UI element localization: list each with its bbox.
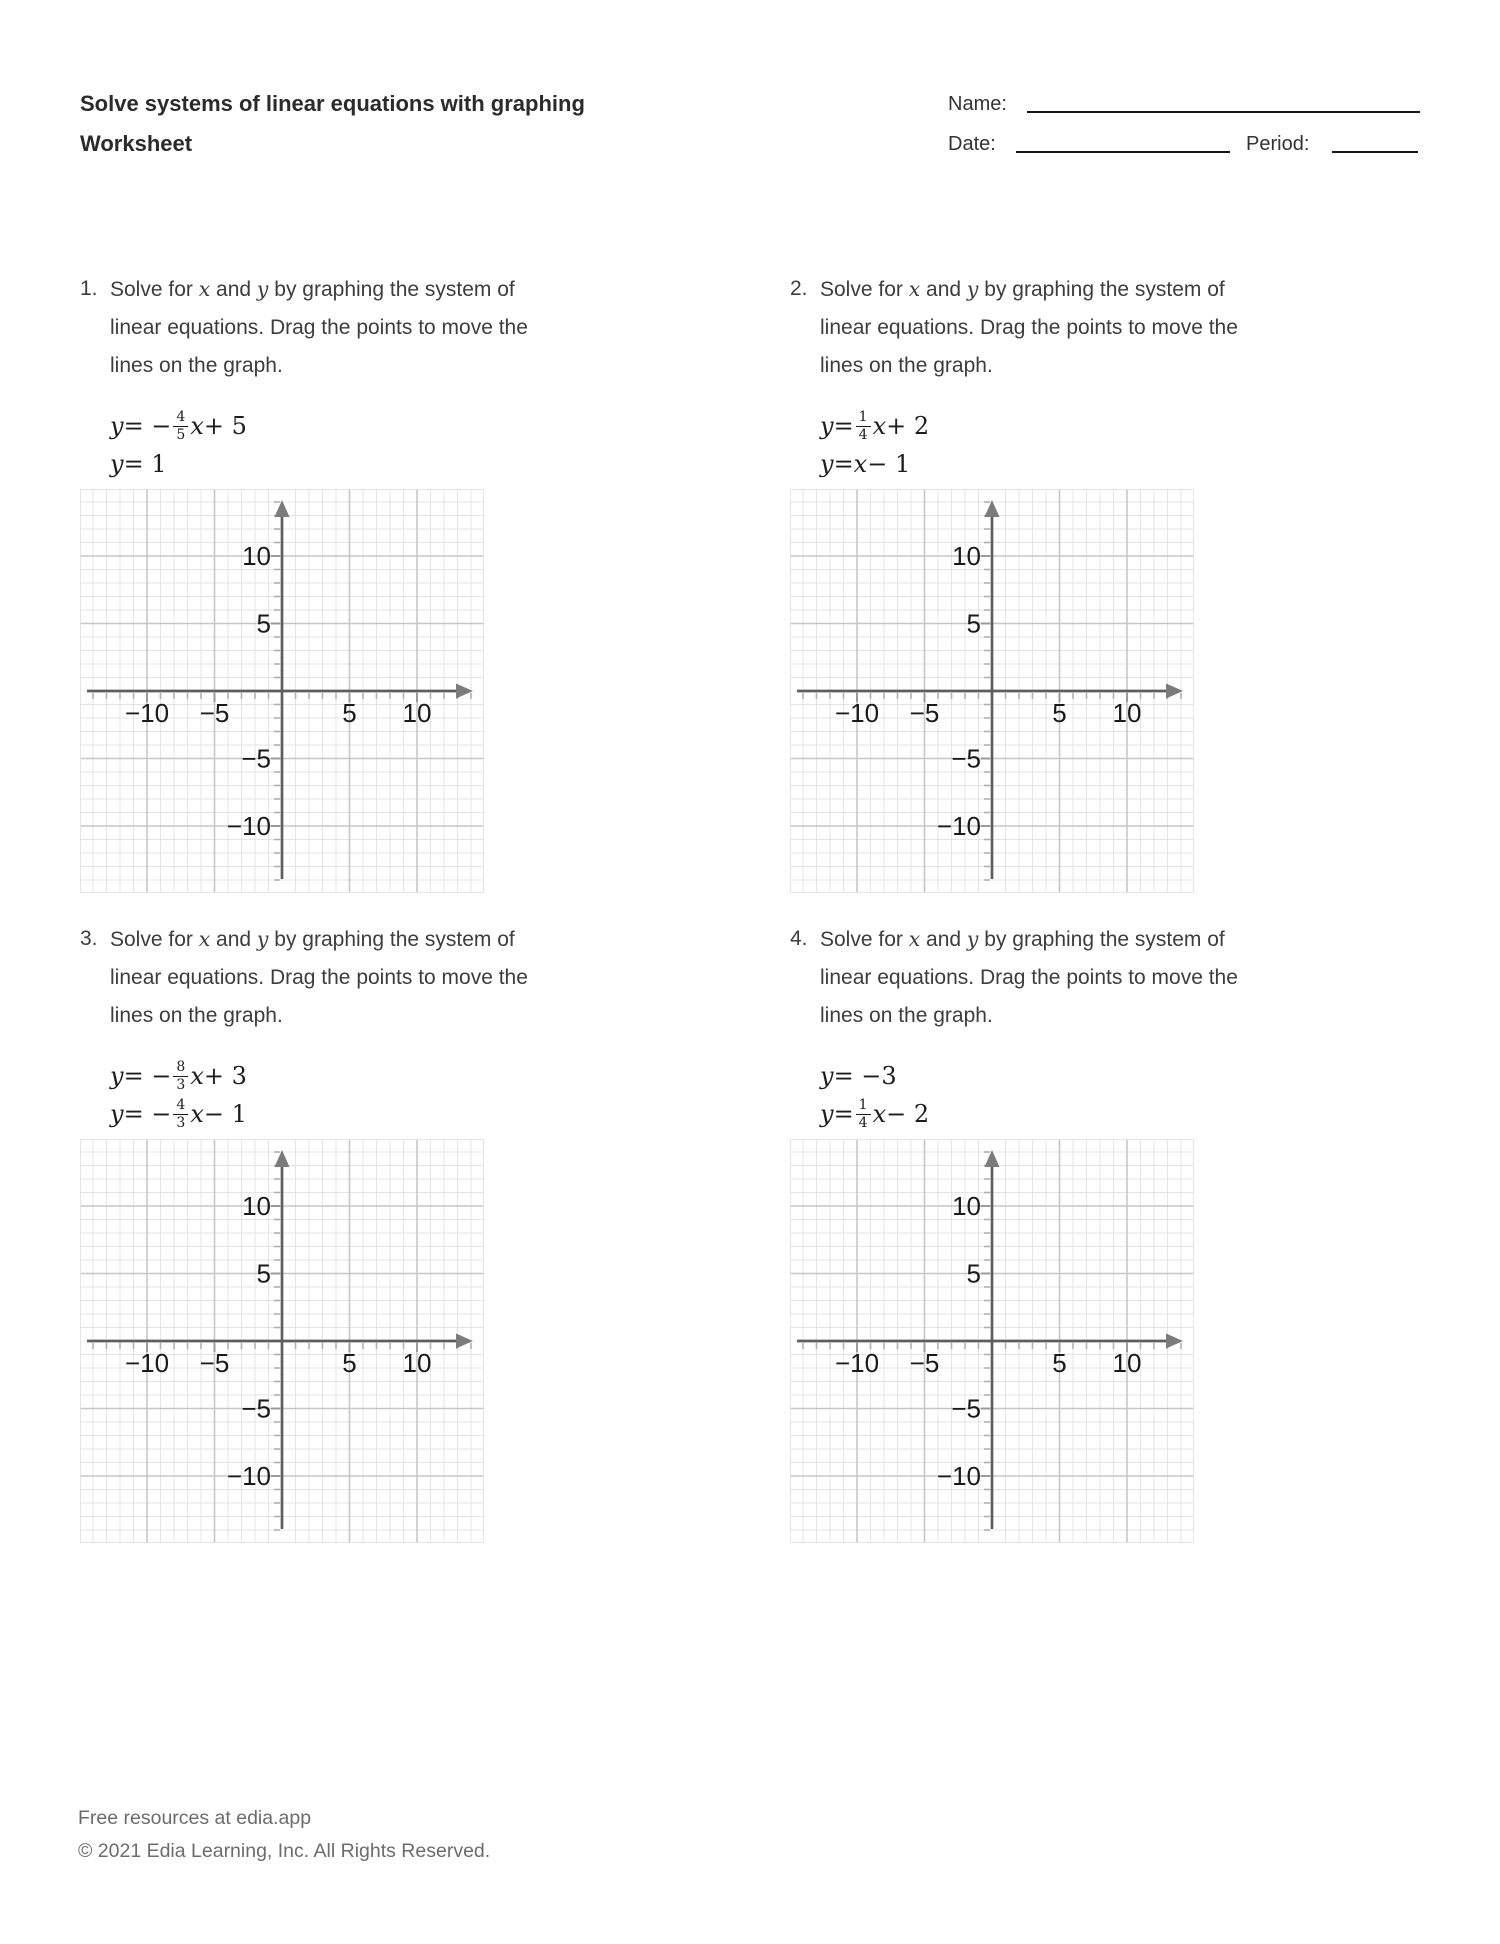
graph-problem-2[interactable] [790,489,1194,893]
worksheet-title-line2: Worksheet [80,131,193,156]
problem-2 [790,270,1335,893]
equation-1: y = − $\frac{4}{5}$ x + 5 [110,408,247,443]
svg-text:5: 5 [1052,1348,1067,1378]
svg-text:−5: −5 [909,698,940,728]
footer-line2: © 2021 Edia Learning, Inc. All Rights Reserved. [78,1840,491,1862]
problem-number: 4. [790,927,808,950]
date-label: Date: [948,133,996,155]
statement-line: linear equations. Drag the points to move the [110,966,528,989]
svg-text:10: 10 [402,1348,432,1378]
date-line [1016,151,1230,153]
graph-problem-3[interactable] [80,1139,484,1543]
problem-statement [80,920,620,1035]
svg-text:10: 10 [242,1191,271,1221]
statement-line: linear equations. Drag the points to move the [820,966,1238,989]
problem-number: 2. [790,277,808,300]
statement-line: linear equations. Drag the points to move the [110,316,528,339]
statement-line: lines on the graph. [110,1004,283,1027]
coordinate-grid[interactable] [790,1139,1194,1543]
svg-text:−10: −10 [834,1348,880,1378]
svg-text:5: 5 [256,608,271,639]
equation-1: y = $\frac{1}{4}$ x + 2 [820,408,930,443]
period-line [1332,151,1418,153]
svg-text:−5: −5 [909,1348,940,1378]
problem-statement [790,920,1330,1035]
equation-system [110,1057,625,1133]
svg-text:−5: −5 [241,743,271,774]
svg-text:5: 5 [1052,698,1067,728]
svg-text:10: 10 [242,541,271,571]
svg-text:−10: −10 [834,698,880,728]
footer-line1: Free resources at edia.app [78,1807,312,1829]
coordinate-grid[interactable] [80,489,484,893]
statement-line: Solve for x and y by graphing the system of [110,927,515,951]
equation-2: y = x − 1 [820,450,911,478]
svg-text:10: 10 [1112,1348,1142,1378]
page-footer [78,1802,490,1868]
svg-text:10: 10 [952,1191,981,1221]
problem-statement [790,270,1330,385]
svg-text:−5: −5 [199,1348,230,1378]
problem-1 [80,270,625,893]
problem-3 [80,920,625,1543]
svg-text:−5: −5 [241,1393,271,1424]
statement-line: lines on the graph. [110,354,283,377]
graph-problem-4[interactable] [790,1139,1194,1543]
equation-1: y = −3 [820,1062,897,1090]
equation-system [820,1057,1335,1133]
svg-text:5: 5 [966,1258,981,1289]
svg-text:5: 5 [342,1348,357,1378]
coordinate-grid[interactable] [790,489,1194,893]
equation-system [110,407,625,483]
statement-line: Solve for x and y by graphing the system of [820,927,1225,951]
svg-text:−10: −10 [124,1348,170,1378]
problem-number: 1. [80,277,98,300]
svg-text:−10: −10 [124,698,170,728]
problem-4 [790,920,1335,1543]
svg-text:−5: −5 [951,743,981,774]
svg-text:−5: −5 [199,698,230,728]
svg-text:−10: −10 [226,811,271,841]
equation-1: y = − $\frac{8}{3}$ x + 3 [110,1058,247,1093]
graph-problem-1[interactable] [80,489,484,893]
period-label: Period: [1246,133,1310,155]
svg-text:5: 5 [342,698,357,728]
svg-text:−10: −10 [936,1461,981,1491]
svg-text:5: 5 [256,1258,271,1289]
worksheet-title-line1: Solve systems of linear equations with graphing [80,91,585,116]
svg-text:−10: −10 [226,1461,271,1491]
coordinate-grid[interactable] [80,1139,484,1543]
problem-number: 3. [80,927,98,950]
equation-system [820,407,1335,483]
statement-line: Solve for x and y by graphing the system of [820,277,1225,301]
statement-line: linear equations. Drag the points to move the [820,316,1238,339]
equation-2: y = 1 [110,450,167,478]
equation-2: y = $\frac{1}{4}$ x − 2 [820,1096,930,1131]
problem-statement [80,270,620,385]
equation-2: y = − $\frac{4}{3}$ x − 1 [110,1096,247,1131]
svg-text:10: 10 [952,541,981,571]
name-label: Name: [948,93,1007,115]
worksheet-title [80,84,585,164]
name-line [1027,111,1420,113]
svg-text:10: 10 [402,698,432,728]
statement-line: lines on the graph. [820,354,993,377]
statement-line: lines on the graph. [820,1004,993,1027]
svg-text:−10: −10 [936,811,981,841]
statement-line: Solve for x and y by graphing the system of [110,277,515,301]
svg-text:−5: −5 [951,1393,981,1424]
svg-text:5: 5 [966,608,981,639]
svg-text:10: 10 [1112,698,1142,728]
